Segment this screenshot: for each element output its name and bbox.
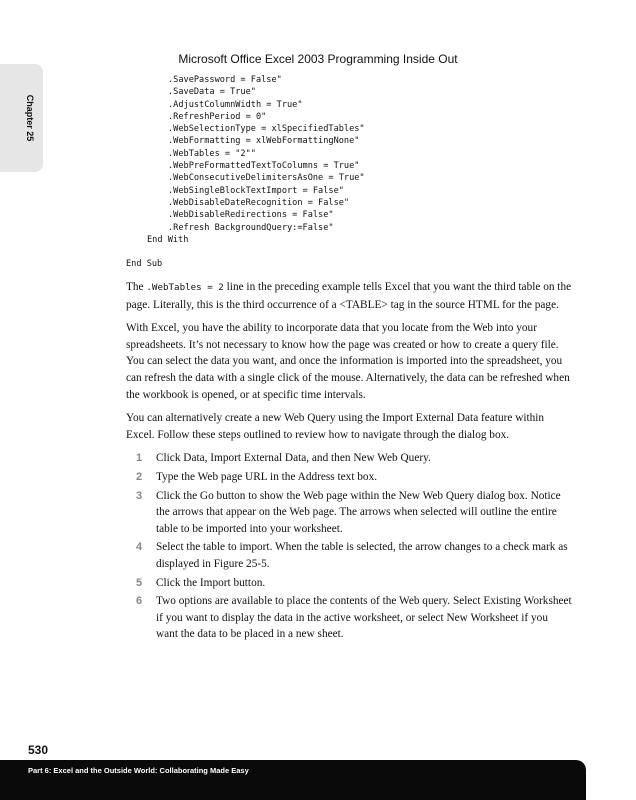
code-line: .RefreshPeriod = 0" [168, 111, 267, 122]
inline-code: .WebTables = 2 [146, 282, 224, 293]
code-line: .WebFormatting = xlWebFormattingNone" [168, 136, 360, 147]
step-item [126, 450, 572, 467]
code-listing [126, 74, 365, 270]
chapter-tab [0, 64, 43, 172]
code-line: .SaveData = True" [168, 87, 256, 98]
step-text: Type the Web page URL in the Address text box. [156, 470, 378, 483]
step-item [126, 488, 572, 538]
step-item [126, 575, 572, 592]
code-line: .Refresh BackgroundQuery:=False" [168, 222, 334, 233]
step-number: 6 [136, 595, 143, 608]
steps-list [126, 450, 572, 643]
footer-text: Part 6: Excel and the Outside World: Collaborating Made Easy [28, 766, 249, 775]
code-line: .WebConsecutiveDelimitersAsOne = True" [168, 173, 365, 184]
step-item [126, 593, 572, 643]
page-number: 530 [28, 743, 49, 757]
running-head: Microsoft Office Excel 2003 Programming Inside Out [178, 52, 458, 66]
code-line: .SavePassword = False" [168, 75, 282, 85]
code-line: .WebSingleBlockTextImport = False" [168, 185, 344, 196]
paragraph-webtables [126, 279, 572, 313]
step-number: 1 [136, 452, 143, 465]
footer-bar [0, 760, 586, 800]
step-text: Two options are available to place the contents of the Web query. Select Existing Worksheet if you want to display the data in the active worksheet, or select New Worksheet if you want the data to be placed in a new sheet. [156, 595, 572, 641]
step-number: 5 [136, 576, 143, 589]
paragraph-web-data: With Excel, you have the ability to incorporate data that you locate from the Web into your spreadsheets. It’s not necessary to know how the page was created or how to create a query file. You can select the data you want, and once the information is imported into the spreadsheet, you can refresh the data with a single click of the mouse. Alternatively, the data can be refreshed when the workbook is opened, or at specific time intervals. [126, 322, 570, 401]
paragraph-rest: line in the preceding example tells Excel that you want the third table on the page. Literally, this is the third occurrence of a <TABLE> tag in the source HTML for the page. [126, 281, 572, 311]
step-text: Click Data, Import External Data, and then New Web Query. [156, 452, 431, 465]
code-line: .WebPreFormattedTextToColumns = True" [168, 161, 360, 172]
chapter-tab-label: Chapter 25 [25, 94, 35, 142]
step-text: Click the Import button. [156, 576, 266, 589]
paragraph-web-query: You can alternatively create a new Web Query using the Import External Data feature within Excel. Follow these steps outlined to review how to navigate through the dialog box. [126, 412, 545, 441]
step-item [126, 469, 572, 486]
code-line: .WebDisableDateRecognition = False" [168, 197, 350, 208]
code-line: .WebTables = "2"" [168, 148, 256, 159]
code-line-end-with: End With [147, 234, 189, 245]
step-number: 4 [136, 541, 143, 554]
step-text: Select the table to import. When the table is selected, the arrow changes to a check mark as displayed in Figure 25-5. [156, 541, 568, 570]
code-line-end-sub: End Sub [126, 259, 163, 270]
step-item [126, 539, 572, 572]
body-text [126, 279, 572, 645]
code-line: .WebDisableRedirections = False" [168, 210, 334, 221]
code-line: .WebSelectionType = xlSpecifiedTables" [168, 124, 365, 135]
code-line: .AdjustColumnWidth = True" [168, 99, 303, 110]
step-number: 3 [136, 489, 143, 502]
step-text: Click the Go button to show the Web page within the New Web Query dialog box. Notice the arrows that appear on the Web page. The arrows when selected will outline the entire table to be imported into your worksheet. [156, 489, 561, 535]
paragraph-lead: The [126, 281, 147, 293]
step-number: 2 [136, 470, 143, 483]
